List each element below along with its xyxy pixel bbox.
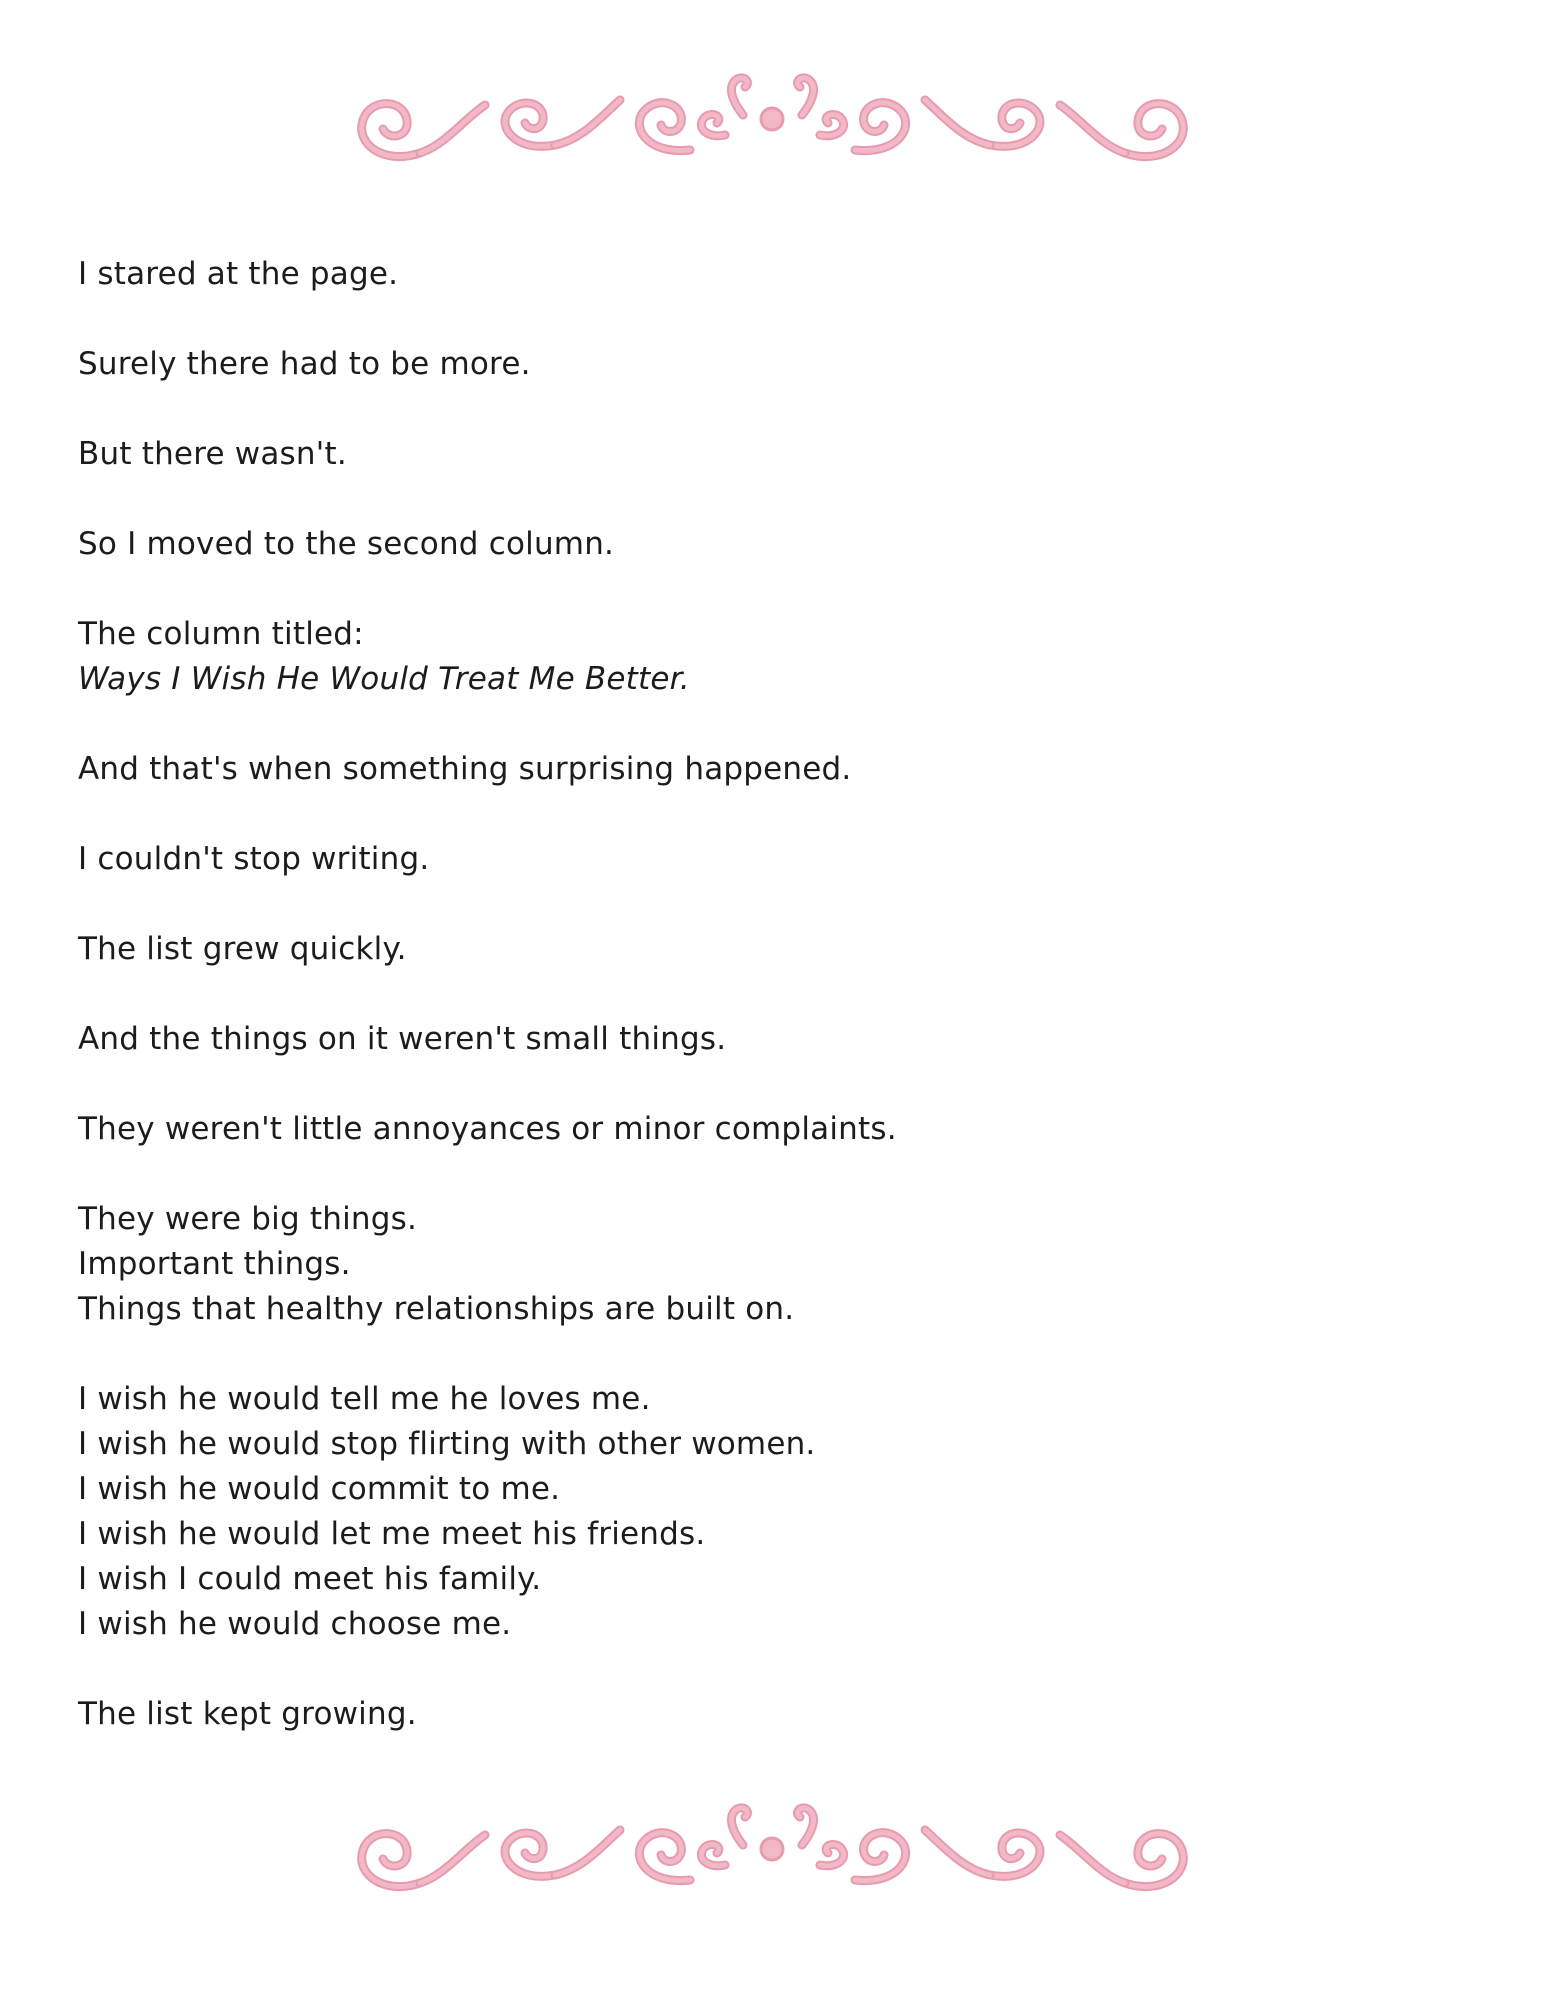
paragraph: They weren't little annoyances or minor complaints.	[78, 1111, 897, 1147]
paragraph: The list grew quickly.	[78, 931, 407, 967]
wish-item: I wish I could meet his family.	[78, 1561, 542, 1597]
wish-list	[78, 1377, 1478, 1647]
paragraph: Surely there had to be more.	[78, 346, 531, 382]
paragraph: And that's when something surprising happened.	[78, 751, 852, 787]
paragraph: I stared at the page.	[78, 256, 399, 292]
paragraph: The list kept growing.	[78, 1696, 417, 1732]
column-title: Ways I Wish He Would Treat Me Better.	[78, 661, 690, 697]
bottom-flourish-icon	[345, 1795, 1200, 1905]
wish-item: I wish he would tell me he loves me.	[78, 1381, 651, 1417]
wish-item: I wish he would choose me.	[78, 1606, 512, 1642]
wish-item: I wish he would stop flirting with other women.	[78, 1426, 816, 1462]
paragraph: But there wasn't.	[78, 436, 347, 472]
paragraph: And the things on it weren't small things.	[78, 1021, 727, 1057]
paragraph: I couldn't stop writing.	[78, 841, 430, 877]
top-flourish-icon	[345, 65, 1200, 175]
paragraph: So I moved to the second column.	[78, 526, 615, 562]
paragraph: They were big things. Important things. Things that healthy relationships are built on.	[78, 1201, 795, 1327]
wish-item: I wish he would let me meet his friends.	[78, 1516, 706, 1552]
story-text	[78, 252, 1478, 1782]
paragraph: The column titled: Ways I Wish He Would Treat Me Better.	[78, 612, 1478, 702]
wish-item: I wish he would commit to me.	[78, 1471, 561, 1507]
